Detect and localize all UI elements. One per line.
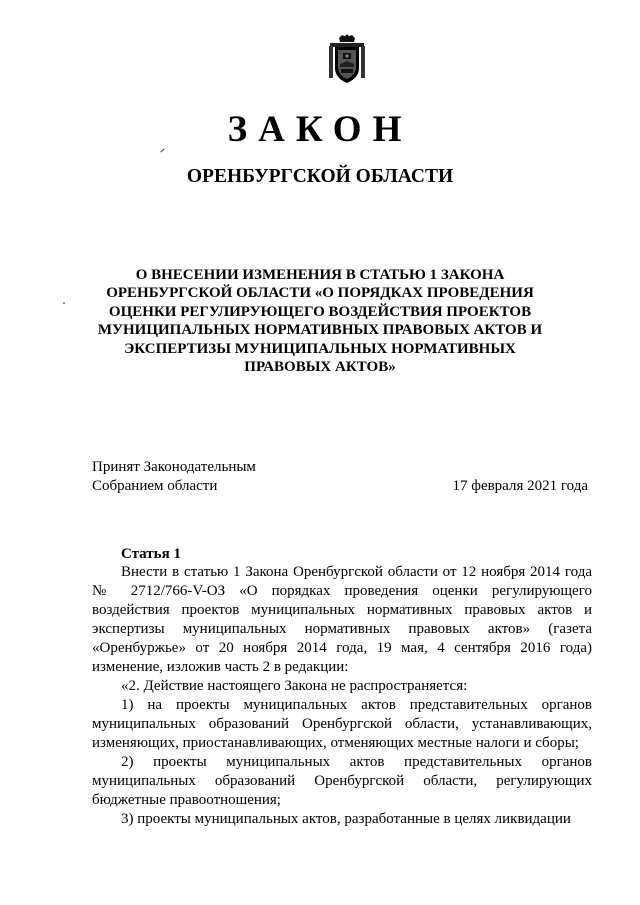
article-paragraph: 2) проекты муниципальных актов представительных органов муниципальных образований Оренбургской области, регулирующих бюджетные правоотношения; (92, 754, 592, 808)
law-subject: О ВНЕСЕНИИ ИЗМЕНЕНИЯ В СТАТЬЮ 1 ЗАКОНА ОРЕНБУРГСКОЙ ОБЛАСТИ «О ПОРЯДКАХ ПРОВЕДЕНИЯ ОЦЕНКИ РЕГУЛИРУЮЩЕГО ВОЗДЕЙСТВИЯ ПРОЕКТОВ МУНИЦИПАЛЬНЫХ НОРМАТИВНЫХ ПРАВОВЫХ АКТОВ И ЭКСПЕРТИЗЫ МУНИЦИПАЛЬНЫХ НОРМАТИВНЫХ ПРАВОВЫХ АКТОВ» (97, 267, 543, 376)
article-paragraph: Внести в статью 1 Закона Оренбургской области от 12 ноября 2014 года № 2712/766-V-ОЗ «О порядках проведения оценки регулирующего воздействия проектов муниципальных нормативных правовых актов и экспертизы муниципальных нормативных правовых актов» (газета «Оренбуржье» от 20 ноября 2014 года, 19 мая, 4 сентября 2016 года) изменение, изложив часть 2 в редакции: (92, 564, 592, 675)
article-heading: Статья 1 (121, 546, 181, 562)
article-paragraph: «2. Действие настоящего Закона не распространяется: (121, 678, 468, 694)
coat-of-arms-icon (327, 34, 367, 86)
region-name: ОРЕНБУРГСКОЙ ОБЛАСТИ (186, 166, 454, 187)
article-paragraph: 1) на проекты муниципальных актов представительных органов муниципальных образований Оренбургской области, устанавливающих, изменяющих, приостанавливающих, отменяющих местные налоги и сборы; (92, 697, 592, 751)
adoption-date: 17 февраля 2021 года (452, 478, 588, 494)
adoption-line-1: Принят Законодательным (92, 459, 256, 475)
adoption-block (92, 458, 256, 496)
article-paragraph: 3) проекты муниципальных актов, разработанные в целях ликвидации (121, 811, 571, 827)
article-body (92, 563, 592, 829)
stray-dot (63, 302, 65, 304)
document-title: ЗАКОН (227, 109, 413, 150)
adoption-line-2: Собранием области (92, 478, 218, 494)
